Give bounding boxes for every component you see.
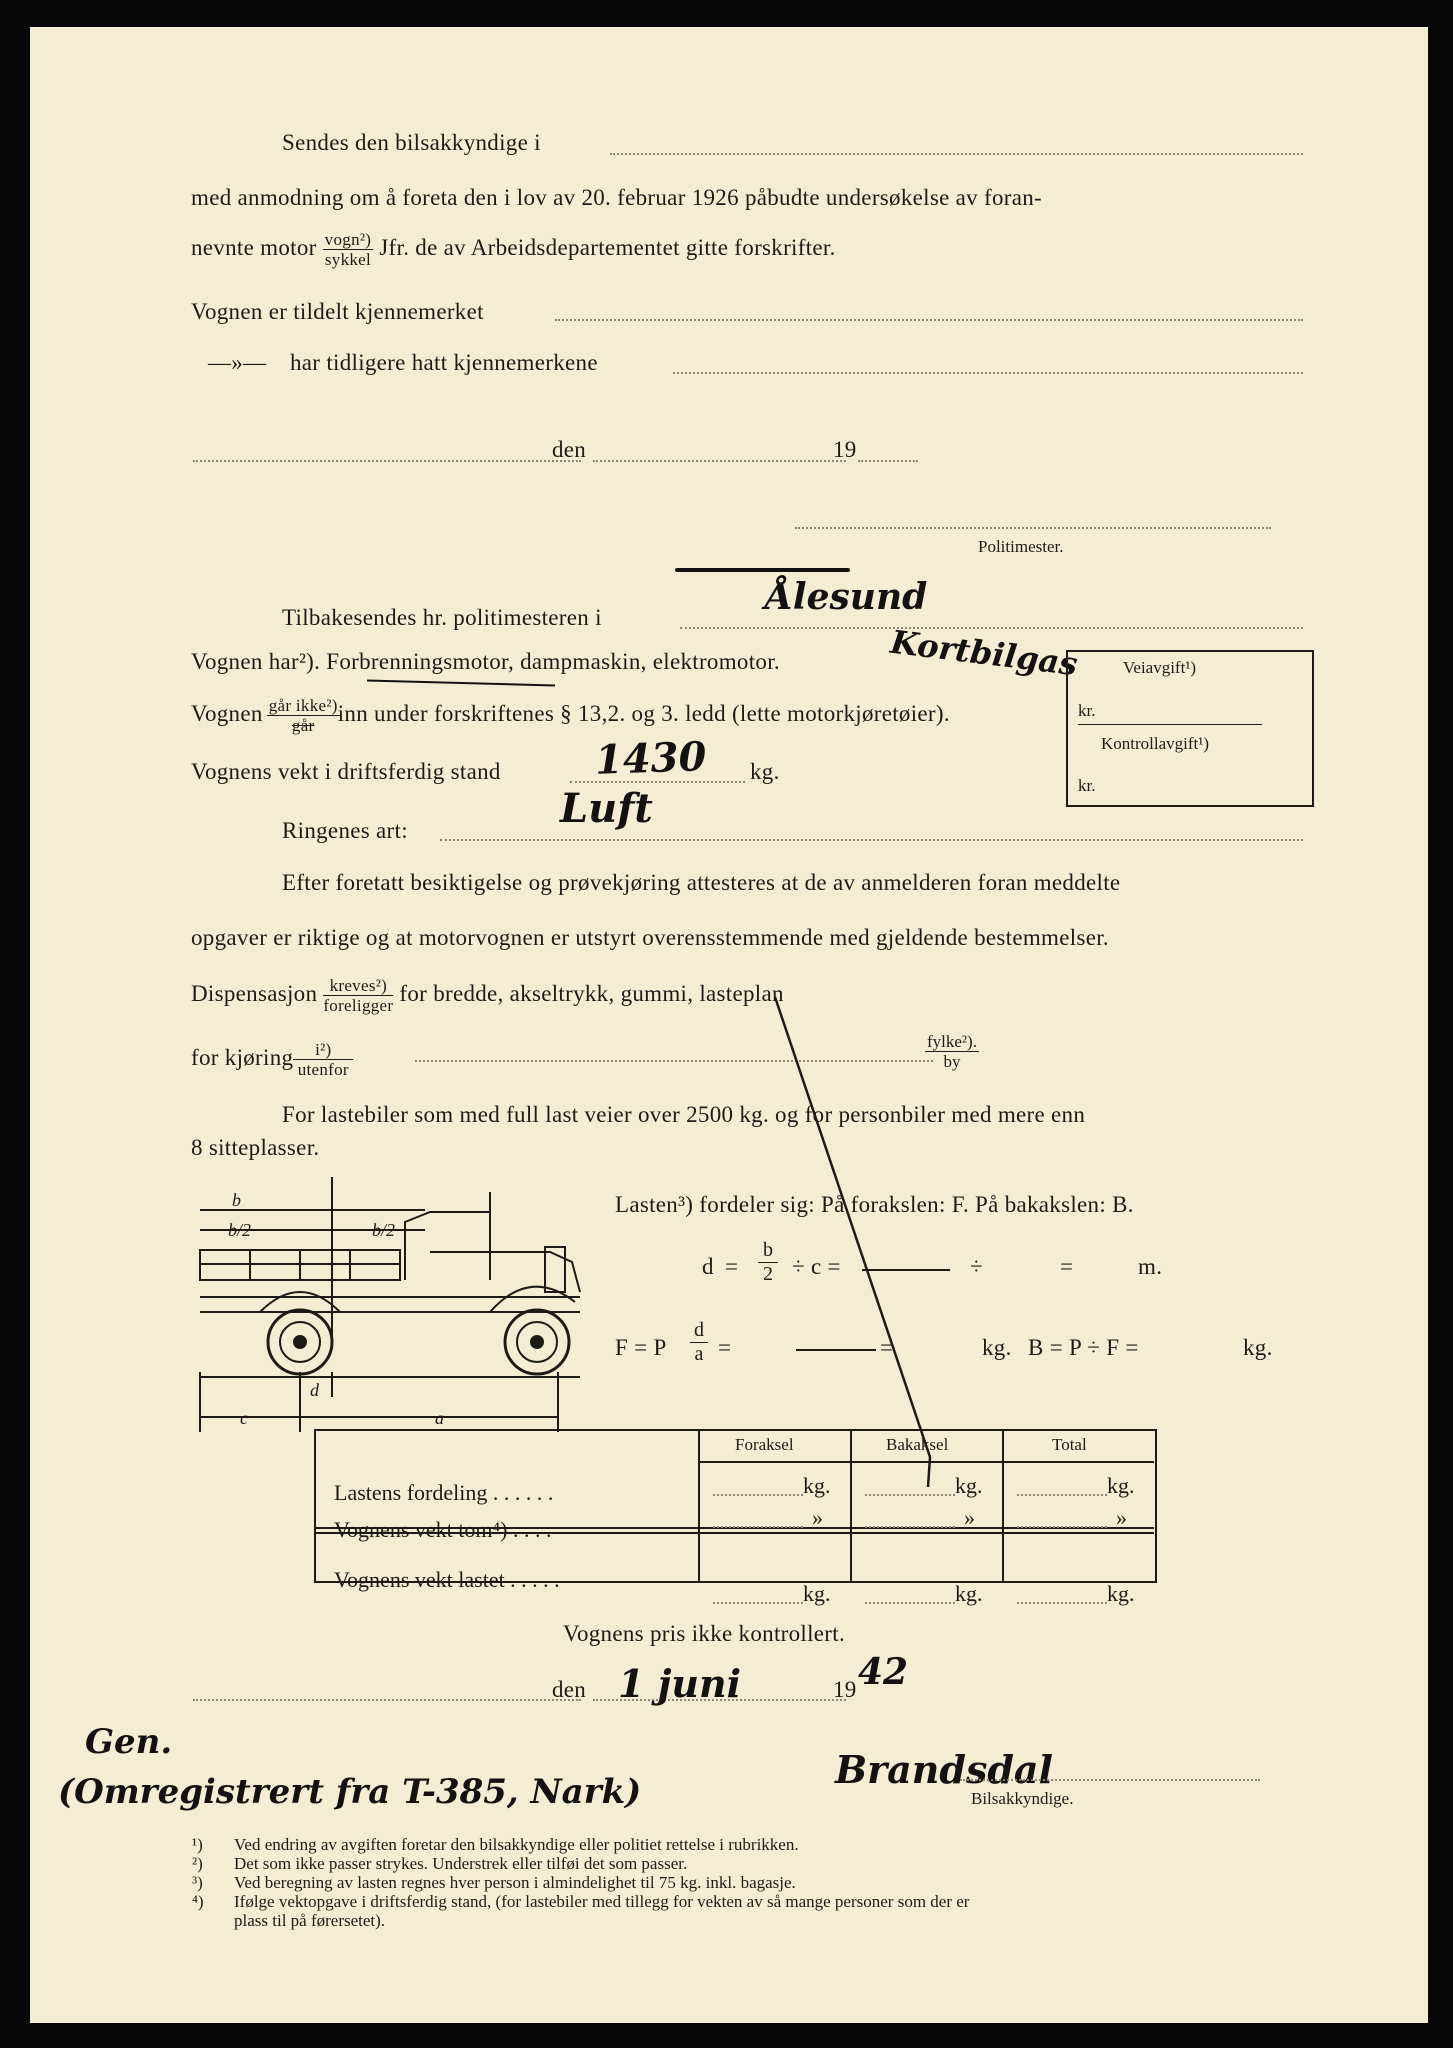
footnote-key: ³) (192, 1873, 203, 1892)
ditto-mark: —»— (208, 350, 267, 375)
vognen-har-line (191, 649, 780, 675)
footnote-text: Ved beregning av lasten regnes hver person i almindelighet til 75 kg. inkl. bagasje. (234, 1873, 796, 1892)
handwritten-weight: 1430 (594, 733, 708, 784)
formula2-B: B = P ÷ F = (1028, 1335, 1139, 1360)
sendes-field[interactable] (610, 153, 1303, 155)
ringenes-field[interactable] (440, 839, 1303, 841)
formula2-kg2: kg. (1243, 1335, 1273, 1360)
cell-field[interactable] (1017, 1602, 1107, 1604)
table-cell: kg. (803, 1581, 831, 1606)
dispensasjon-line (191, 976, 784, 1015)
table-cell: » (812, 1505, 823, 1530)
frac-top: i²) (293, 1040, 353, 1060)
den-label: den (552, 437, 587, 462)
vekt-unit: kg. (750, 759, 780, 784)
header-foraksel: Foraksel (735, 1435, 794, 1454)
formula2-eq: = (718, 1335, 732, 1360)
handwritten-motor-note: Kortbilgas (888, 622, 1080, 684)
tidligere-field[interactable] (673, 372, 1303, 374)
sendes-label: Sendes den bilsakkyndige i (282, 130, 541, 155)
handwritten-note-1: Gen. (85, 1722, 173, 1762)
label-c: c (240, 1408, 248, 1428)
header-bakaksel: Bakaksel (886, 1435, 949, 1454)
den2-label: den (552, 1677, 587, 1702)
truck-cab (405, 1212, 490, 1280)
handwritten-date: 1 juni (618, 1661, 742, 1706)
disp-pre: Dispensasjon (191, 980, 318, 1006)
veiavgift-label: Veiavgift¹) (1123, 658, 1197, 677)
kontrollavgift-kr: kr. (1078, 776, 1096, 795)
label-d: d (310, 1380, 319, 1400)
opgaver-text: opgaver er riktige og at motorvognen er utstyrt overensstemmende med gjeldende bestemmelser. (191, 925, 1109, 950)
bilsakkyndige-label: Bilsakkyndige. (971, 1789, 1074, 1808)
formula2-a: a (694, 1343, 704, 1365)
footnote (192, 1892, 969, 1911)
disp-post: for bredde, akseltrykk, gummi, lasteplan (399, 980, 784, 1006)
table-vline (1002, 1429, 1004, 1581)
formula-minus: ÷ (970, 1254, 983, 1279)
lastebiler-line2: 8 sitteplasser. (191, 1135, 320, 1160)
label-b: b (232, 1190, 241, 1210)
footnote (192, 1835, 799, 1854)
lasten-text: Lasten³) fordeler sig: På forakslen: F. På bakakslen: B. (615, 1192, 1134, 1217)
kontrollavgift-label: Kontrollavgift¹) (1101, 734, 1210, 753)
motor-options: Forbrenningsmotor, dampmaskin, elektromotor. (326, 649, 780, 674)
kjennemerket-field[interactable] (555, 319, 1303, 321)
frac-bottom: går (291, 716, 315, 735)
table-vline (698, 1429, 700, 1581)
year-prefix: 19 (833, 437, 857, 462)
footnote (192, 1854, 687, 1873)
kjoring-fraction (293, 1040, 353, 1079)
frac-top: fylke²). (927, 1032, 977, 1051)
motor-line-pre: nevnte motor (191, 234, 317, 260)
cell-field[interactable] (713, 1602, 803, 1604)
frac-top: vogn²) (324, 230, 372, 249)
vogn-sykkel-fraction (323, 230, 374, 269)
year-prefix-2: 19 (833, 1677, 857, 1702)
handwritten-place: Ålesund (765, 576, 928, 618)
formula-m: m. (1138, 1254, 1163, 1279)
kjoring-pre: for kjøring (191, 1044, 294, 1070)
fee-box (1066, 650, 1314, 807)
truck-diagram (190, 1172, 610, 1442)
pen-stroke (730, 967, 990, 1567)
formula2-eq2: = (880, 1335, 894, 1360)
table-cell: kg. (955, 1581, 983, 1606)
footnote-text: plass til på førersetet). (234, 1911, 386, 1930)
footnote-key: ⁴) (192, 1892, 204, 1911)
table-cell: kg. (1107, 1581, 1135, 1606)
signature: Brandsdal (835, 1747, 1053, 1792)
formula-b: b (758, 1239, 778, 1263)
footnote-text: Det som ikke passer strykes. Understrek eller tilføi det som passer. (234, 1854, 688, 1873)
politimester-label: Politimester. (978, 537, 1064, 556)
formula-F: F = P (615, 1335, 667, 1360)
cell-field[interactable] (1017, 1494, 1107, 1496)
place-field-2[interactable] (193, 1699, 581, 1701)
rear-axle (294, 1336, 306, 1348)
disp-fraction (323, 976, 393, 1015)
formula-eq: = (725, 1254, 739, 1279)
table-cell: » (1116, 1505, 1127, 1530)
efter-text: Efter foretatt besiktigelse og prøvekjøring attesteres at de av anmelderen foran meddelte (282, 870, 1121, 895)
table-cell: kg. (955, 1473, 983, 1498)
frac-bottom: foreligger (323, 996, 394, 1015)
ringenes-label: Ringenes art: (282, 818, 408, 843)
handwritten-note-2: (Omregistrert fra T-385, Nark) (58, 1772, 642, 1812)
veiavgift-kr: kr. (1078, 701, 1096, 720)
formula-c: ÷ c = (792, 1254, 841, 1279)
politimester-signature-line[interactable] (795, 527, 1271, 529)
handwritten-tire: Luft (560, 785, 653, 832)
motor-line-post: Jfr. de av Arbeidsdepartementet gitte forskrifter. (379, 234, 836, 260)
formula2-kg: kg. (982, 1335, 1012, 1360)
pris-text: Vognens pris ikke kontrollert. (563, 1621, 845, 1646)
row-label: Vognens vekt tom⁴) . . . . (334, 1517, 552, 1542)
label-b2-right: b/2 (372, 1220, 396, 1240)
front-fender (490, 1287, 575, 1312)
lastebiler-line1: For lastebiler som med full last veier over 2500 kg. og for personbiler med mere enn (282, 1102, 1086, 1127)
vekt-label: Vognens vekt i driftsferdig stand (191, 759, 501, 784)
front-axle (531, 1336, 543, 1348)
vognen-gar-post: inn under forskriftenes § 13,2. og 3. ledd (lette motorkjøretøier). (337, 700, 950, 726)
tilbake-field[interactable] (680, 627, 1303, 629)
formula2-d: d (690, 1319, 708, 1343)
footnote-key: ²) (192, 1854, 203, 1873)
form-page (30, 27, 1428, 2023)
table-cell: kg. (803, 1473, 831, 1498)
diagonal-strike (775, 997, 930, 1487)
date-field[interactable] (593, 460, 846, 462)
footnote (192, 1911, 385, 1930)
frac-bottom: utenfor (297, 1060, 349, 1079)
footnote-key: ¹) (192, 1835, 203, 1854)
gar-fraction (267, 696, 340, 735)
handwritten-year: 42 (858, 1651, 909, 1693)
formula-2: 2 (763, 1263, 773, 1285)
label-b2-left: b/2 (228, 1220, 252, 1240)
frac-top: går ikke²) (268, 696, 338, 715)
table-cell: » (964, 1505, 975, 1530)
footnote (192, 1873, 796, 1892)
underline-mark (367, 680, 555, 687)
veiavgift-line[interactable] (1078, 724, 1262, 725)
frac-bottom: sykkel (324, 250, 372, 269)
row-label: Vognens vekt lastet . . . . . (334, 1567, 560, 1592)
vognen-gar-line (191, 696, 950, 735)
tidligere-label: har tidligere hatt kjennemerkene (290, 350, 598, 375)
formula-d-over-a (690, 1319, 708, 1366)
year-field[interactable] (858, 460, 918, 462)
cell-field[interactable] (1017, 1526, 1107, 1528)
motor-line (191, 230, 836, 269)
cell-field[interactable] (865, 1602, 955, 1604)
place-field[interactable] (193, 460, 581, 462)
formula-d: d (702, 1254, 714, 1279)
frac-top: kreves²) (323, 976, 393, 996)
kjoring-line (191, 1040, 353, 1079)
tilbake-label: Tilbakesendes hr. politimesteren i (282, 605, 602, 630)
signature-line[interactable] (960, 1779, 1260, 1781)
row-label: Lastens fordeling . . . . . . (334, 1480, 554, 1505)
footnote-text: Ved endring av avgiften foretar den bilsakkyndige eller politiet rettelse i rubrikken. (234, 1835, 799, 1854)
table-cell: kg. (1107, 1473, 1135, 1498)
label-a: a (435, 1408, 444, 1428)
kjennemerket-label: Vognen er tildelt kjennemerket (191, 299, 484, 324)
footnote-text: Ifølge vektopgave i driftsferdig stand, (for lastebiler med tillegg for vekten av så mange personer som der er (234, 1892, 970, 1911)
header-total: Total (1052, 1435, 1087, 1454)
vognen-gar-pre: Vognen (191, 700, 263, 726)
truck-hood (430, 1252, 580, 1292)
formula-eq2: = (1060, 1254, 1074, 1279)
anmodning-text: med anmodning om å foreta den i lov av 20. februar 1926 påbudte undersøkelse av foran- (191, 185, 1042, 210)
vognen-har-label: Vognen har²). (191, 649, 321, 674)
frac-bottom: by (943, 1052, 961, 1071)
handwritten-dash (675, 568, 850, 572)
